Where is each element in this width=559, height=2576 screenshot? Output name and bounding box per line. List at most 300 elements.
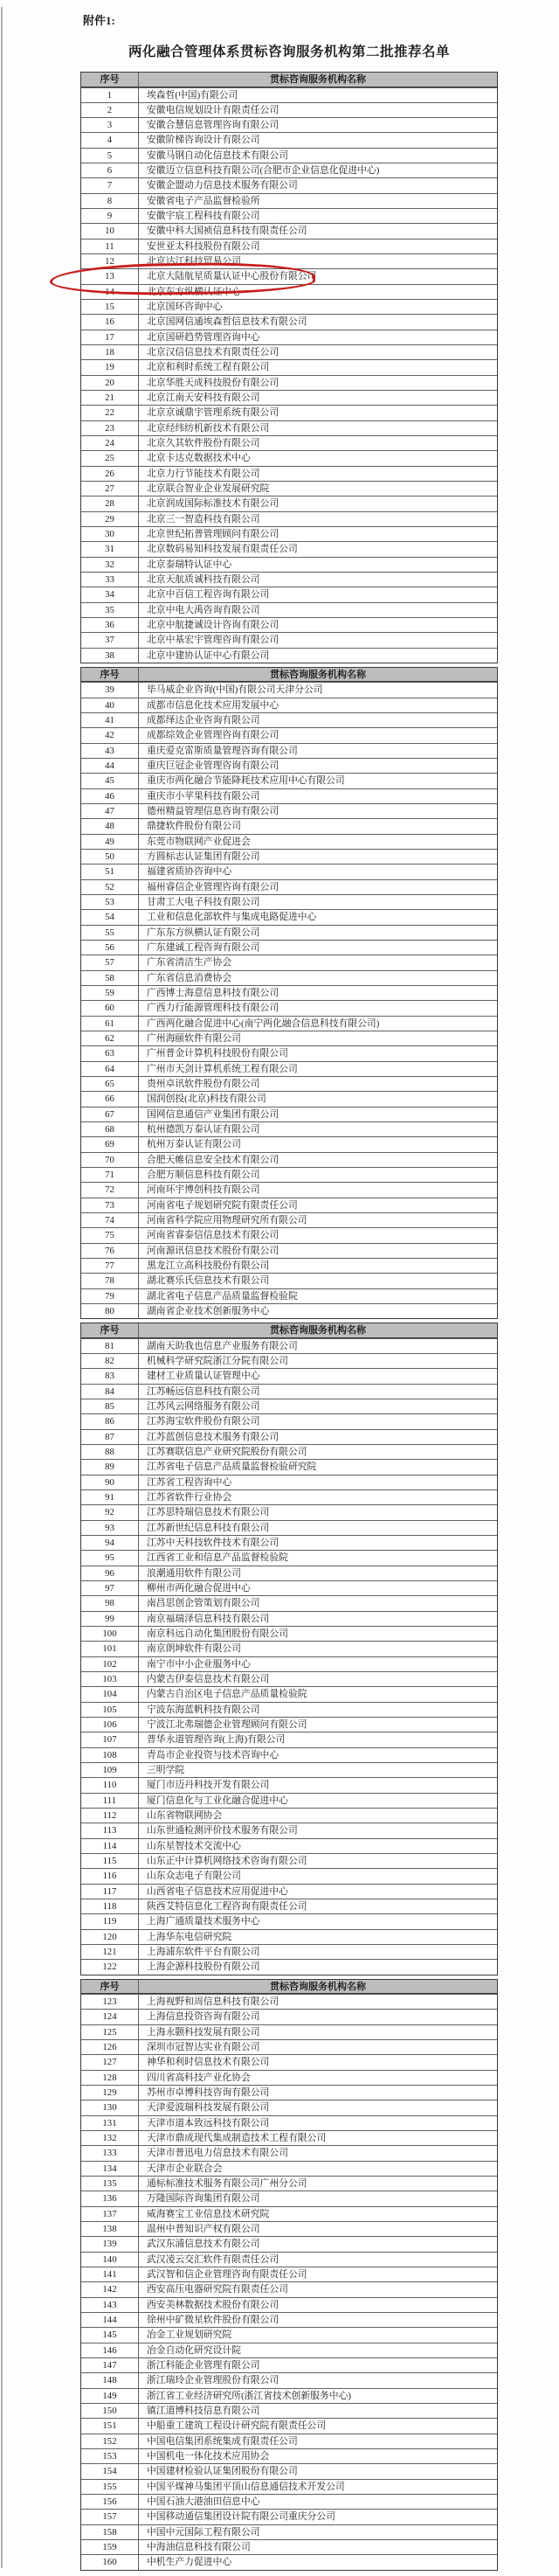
table-row [81,1399,497,1413]
row-serial: 154 [81,2464,139,2478]
table-row [81,1258,497,1273]
row-org-name: 江苏中天科技软件技术有限公司 [147,1538,280,1549]
row-serial: 120 [81,1930,139,1944]
row-serial: 25 [81,451,139,465]
row-org-name: 安徽电信规划设计有限责任公司 [147,104,280,115]
row-serial: 151 [81,2419,139,2433]
row-org-name: 德州精益管理信息咨询有限公司 [147,806,280,817]
row-org-name: 安徽中科大国祯信息科技有限责任公司 [147,226,307,237]
row-org-name: 北京国环咨询中心 [147,302,223,313]
row-serial: 79 [81,1289,139,1303]
table-row [81,420,497,435]
row-serial: 157 [81,2510,139,2524]
table-row [81,2448,497,2463]
table-row [81,526,497,541]
row-org-name: 安世亚太科技股份有限公司 [147,240,260,252]
row-serial: 34 [81,587,139,601]
table-row [81,1550,497,1565]
table-row [81,1686,497,1701]
table-row [81,557,497,572]
table-row [81,955,497,969]
table-row [81,1671,497,1686]
row-org-name: 江苏省电子信息产品质量监督检验研究院 [147,1462,317,1473]
table-row [81,2054,497,2069]
table-row [81,2372,497,2387]
row-serial: 6 [81,163,139,177]
table-row [81,925,497,940]
table-row [81,344,497,359]
table-row [81,1212,497,1227]
table-row [81,1091,497,1106]
row-serial: 123 [81,1995,139,2009]
table-row [81,87,497,102]
table-row [81,1808,497,1823]
row-org-name: 广西博士海意信息科技有限公司 [147,988,280,999]
row-org-name: 北京东方纵横认证中心 [147,286,241,297]
table-row [81,1167,497,1182]
row-org-name: 北京世纪拓普管理顾问有限公司 [147,529,280,540]
row-serial: 150 [81,2404,139,2418]
row-org-name: 北京泰瑞特认证中心 [147,559,232,570]
row-serial: 39 [81,683,139,697]
row-serial: 144 [81,2313,139,2327]
row-org-name: 成都绎达企业咨询有限公司 [147,715,260,726]
table-row [81,375,497,390]
row-org-name: 安徽合慧信息管理咨询有限公司 [147,120,280,131]
row-serial: 58 [81,971,139,985]
table-row [81,177,497,192]
row-serial: 114 [81,1839,139,1853]
row-serial: 22 [81,406,139,420]
table-row [81,1899,497,1913]
row-org-name: 万隆国际咨询集团有限公司 [147,2193,260,2205]
row-org-name: 安徽马钢自动化信息技术有限公司 [147,149,288,161]
row-serial: 78 [81,1274,139,1288]
row-serial: 145 [81,2328,139,2342]
row-org-name: 上海企源科技股份有限公司 [147,1962,260,1973]
table-row [81,1702,497,1717]
row-serial: 125 [81,2025,139,2039]
row-serial: 23 [81,421,139,435]
table-row [81,1611,497,1626]
table-row [81,299,497,314]
row-serial: 92 [81,1505,139,1519]
row-org-name: 北京华胜天成科技股份有限公司 [147,377,280,388]
row-serial: 24 [81,436,139,450]
table-row [81,1198,497,1212]
table-row [81,682,497,697]
row-org-name: 湖南天助我也信息产业服务有限公司 [147,1340,298,1351]
table-row [81,849,497,864]
row-org-name: 宁波东海蓝帆科技有限公司 [147,1704,260,1715]
row-org-name: 机械科学研究院浙江分院有限公司 [147,1356,288,1367]
row-org-name: 冶金自动化研究设计院 [147,2344,241,2356]
row-org-name: 南宁市中小企业服务中心 [147,1658,251,1670]
table-row [81,1152,497,1167]
row-serial: 20 [81,376,139,390]
row-serial: 14 [81,285,139,299]
table-row [81,1475,497,1489]
row-serial: 21 [81,391,139,405]
row-serial: 141 [81,2267,139,2281]
row-serial: 52 [81,880,139,894]
table-row [81,1016,497,1031]
table-row [81,496,497,510]
row-org-name: 广西两化融合促进中心(南宁两化融合信息科技有限公司) [147,1017,380,1029]
row-org-name: 上海浦东软件平台有限公司 [147,1946,260,1957]
table-row [81,223,497,238]
row-serial: 94 [81,1536,139,1550]
row-serial: 50 [81,850,139,864]
row-serial: 117 [81,1885,139,1899]
row-serial: 159 [81,2540,139,2554]
row-org-name: 北京久其软件股份有限公司 [147,438,260,449]
row-serial: 49 [81,835,139,849]
row-serial: 54 [81,910,139,924]
row-org-name: 广州海颐软件有限公司 [147,1033,241,1045]
table-row [81,1535,497,1550]
row-serial: 18 [81,345,139,359]
table-row [81,2494,497,2509]
row-org-name: 北京数码易知科技发展有限责任公司 [147,544,298,555]
column-header-name: 贯标咨询服务机构名称 [270,1981,366,1992]
row-serial: 140 [81,2253,139,2267]
row-org-name: 河南环宇博创科技有限公司 [147,1184,260,1196]
row-serial: 17 [81,330,139,344]
row-serial: 111 [81,1794,139,1808]
table-row [81,1504,497,1519]
row-org-name: 陕西艾特信息化工程咨询有限责任公司 [147,1900,307,1912]
table-row [81,758,497,773]
row-serial: 46 [81,789,139,803]
row-org-name: 河南省电子规划研究院有限责任公司 [147,1199,298,1211]
table-row [81,2343,497,2357]
table-row [81,1045,497,1060]
table-row [81,450,497,465]
row-serial: 153 [81,2449,139,2463]
row-org-name: 贵州卓讯软件股份有限公司 [147,1079,260,1089]
row-org-name: 青岛市企业投资与技术咨询中心 [147,1749,280,1760]
row-serial: 136 [81,2191,139,2205]
row-serial: 74 [81,1213,139,1227]
row-org-name: 中国机电一体化技术应用协会 [147,2450,270,2461]
table-row [81,359,497,374]
table-header-row [81,1980,497,1995]
table-row [81,602,497,617]
table-row [81,1641,497,1656]
table-row [81,481,497,496]
table-row [81,1121,497,1136]
row-org-name: 广州市天剑计算机系统工程有限公司 [147,1063,298,1074]
row-serial: 105 [81,1703,139,1717]
table-row [81,818,497,833]
row-serial: 99 [81,1612,139,1626]
table-row [81,1520,497,1535]
table-row [81,743,497,758]
row-serial: 126 [81,2040,139,2054]
row-org-name: 南京科远自动化集团股份有限公司 [147,1628,288,1639]
row-serial: 131 [81,2116,139,2130]
row-serial: 135 [81,2177,139,2191]
table-row [81,572,497,587]
row-serial: 108 [81,1748,139,1762]
row-org-name: 浙江瑞玲企业管理股份有限公司 [147,2375,280,2386]
table-row [81,1777,497,1792]
row-serial: 53 [81,895,139,909]
row-org-name: 北京经纬纺机新技术有限公司 [147,422,270,434]
row-org-name: 合肥万顺信息科技有限公司 [147,1169,260,1180]
table-row [81,2524,497,2539]
row-serial: 138 [81,2222,139,2236]
table-row [81,2357,497,2372]
row-serial: 147 [81,2358,139,2372]
row-serial: 137 [81,2207,139,2221]
table-row [81,511,497,526]
row-org-name: 中国平煤神马集团平顶山信息通信技术开发公司 [147,2481,345,2492]
row-serial: 103 [81,1672,139,1686]
table-row [81,879,497,894]
row-org-name: 埃森哲(中国)有限公司 [147,89,238,101]
row-org-name: 天津市企业联合会 [147,2163,223,2174]
row-org-name: 山东正中计算机网络技术咨询有限公司 [147,1855,307,1866]
table-row [81,2039,497,2054]
row-serial: 71 [81,1168,139,1182]
page-title: 两化融合管理体系贯标咨询服务机构第二批推荐名单 [128,45,450,59]
table-row [81,1061,497,1076]
row-serial: 80 [81,1304,139,1318]
row-serial: 60 [81,1001,139,1015]
table-row [81,1459,497,1474]
table-row [81,1031,497,1045]
row-serial: 65 [81,1077,139,1091]
row-org-name: 内蒙古自治区电子信息产品质量检验院 [147,1689,307,1700]
row-serial: 109 [81,1763,139,1777]
table-row [81,2236,497,2251]
row-org-name: 北京三一智造科技有限公司 [147,513,260,524]
table-row [81,1626,497,1641]
row-org-name: 北京大陆航星质量认证中心股份有限公司 [147,271,317,282]
row-serial: 119 [81,1914,139,1928]
row-org-name: 鼎捷软件股份有限公司 [147,821,241,832]
row-org-name: 上海永颢科技发展有限公司 [147,2026,260,2038]
row-org-name: 山西省电子信息技术应用促进中心 [147,1885,288,1897]
row-serial: 7 [81,178,139,192]
row-org-name: 广东省清洁生产协会 [147,957,232,969]
row-serial: 128 [81,2071,139,2085]
row-org-name: 广州普金计算机科技股份有限公司 [147,1048,288,1059]
row-org-name: 安徽企盟动力信息技术服务有限公司 [147,180,298,191]
row-serial: 15 [81,300,139,314]
table-row [81,1868,497,1883]
table-row [81,163,497,177]
row-serial: 36 [81,618,139,632]
table-row [81,587,497,601]
table-row [81,2403,497,2418]
table-row [81,1107,497,1121]
table-row [81,2463,497,2478]
row-org-name: 山东众志电子有限公司 [147,1871,241,1882]
table-row [81,2221,497,2236]
table-section [80,667,498,1319]
table-row [81,1793,497,1808]
row-org-name: 上海华东电信研究院 [147,1931,232,1942]
column-header-serial: 序号 [81,1980,139,1994]
row-serial: 96 [81,1566,139,1580]
row-serial: 10 [81,224,139,238]
row-org-name: 内蒙古伊泰信息技术有限公司 [147,1673,270,1684]
table-row [81,239,497,253]
row-serial: 149 [81,2389,139,2403]
row-serial: 91 [81,1490,139,1504]
row-serial: 29 [81,512,139,526]
row-serial: 12 [81,254,139,268]
row-serial: 77 [81,1259,139,1273]
row-serial: 70 [81,1153,139,1167]
table-row [81,2024,497,2039]
row-serial: 59 [81,986,139,1000]
table-row [81,2130,497,2145]
table-row [81,2479,497,2494]
table-row [81,1732,497,1746]
row-serial: 31 [81,542,139,556]
row-org-name: 北京京诚鼎宇管理系统有限公司 [147,407,280,419]
row-org-name: 广东省信息消费协会 [147,972,232,983]
row-org-name: 柳州市两化融合促进中心 [147,1583,251,1594]
table-row [81,1959,497,1974]
table-row [81,648,497,663]
row-org-name: 毕马威企业咨询(中国)有限公司天津分公司 [147,684,323,696]
table-row [81,117,497,132]
row-org-name: 江苏赛联信息产业研究院股份有限公司 [147,1447,307,1458]
row-org-name: 成都综效企业管理咨询有限公司 [147,730,280,741]
table-row [81,1413,497,1428]
row-org-name: 天津市道本致远科技有限公司 [147,2117,270,2128]
row-serial: 146 [81,2343,139,2357]
row-serial: 1 [81,88,139,102]
row-org-name: 重庆爱克雷斯质量管理咨询有限公司 [147,745,298,756]
table-row [81,940,497,955]
row-serial: 19 [81,360,139,374]
row-serial: 104 [81,1687,139,1701]
row-serial: 121 [81,1945,139,1959]
row-org-name: 四川省高科技产业化协会 [147,2072,251,2083]
row-org-name: 建材工业质量认证管理中心 [147,1371,260,1382]
row-org-name: 山东世通检测评价技术服务有限公司 [147,1825,298,1837]
table-row [81,2554,497,2569]
row-serial: 113 [81,1823,139,1837]
table-row [81,2145,497,2160]
row-org-name: 上海广通质量技术服务中心 [147,1916,260,1927]
row-serial: 76 [81,1244,139,1258]
row-org-name: 河南省科学院应用物理研究所有限公司 [147,1214,307,1226]
table-row [81,314,497,329]
table-header-row [81,1323,497,1338]
row-org-name: 河南源讯信息技术股份有限公司 [147,1245,280,1256]
row-org-name: 重庆巨冠企业管理咨询有限公司 [147,760,280,772]
attachment-label: 附件1: [83,14,115,27]
row-serial: 27 [81,482,139,496]
table-row [81,894,497,909]
table-row [81,1580,497,1595]
row-org-name: 中海油信息科技有限公司 [147,2541,251,2552]
row-org-name: 北京中电大禹咨询有限公司 [147,604,260,615]
column-header-name: 贯标咨询服务机构名称 [270,669,366,680]
row-org-name: 普华永道管理咨询(上海)有限公司 [147,1734,286,1746]
table-row [81,193,497,208]
row-org-name: 江苏省软件行业协会 [147,1492,232,1503]
row-org-name: 重庆市小苹果科技有限公司 [147,790,260,802]
row-serial: 139 [81,2237,139,2251]
recommendation-table [80,72,498,2571]
row-org-name: 南京福瑞泽信息科技有限公司 [147,1613,270,1624]
table-row [81,2434,497,2448]
row-org-name: 上海视野和周信息科技有限公司 [147,1996,280,2008]
row-serial: 106 [81,1718,139,1732]
table-row [81,788,497,803]
row-org-name: 深圳市冠智达实业有限公司 [147,2042,260,2053]
row-org-name: 北京中建协认证中心有限公司 [147,649,270,661]
row-org-name: 苏州市卓博科技咨询有限公司 [147,2087,270,2098]
row-org-name: 广东东方纵横认证有限公司 [147,927,260,938]
row-serial: 83 [81,1369,139,1383]
row-serial: 64 [81,1062,139,1076]
table-row [81,1853,497,1868]
table-row [81,284,497,299]
row-serial: 44 [81,759,139,773]
table-row [81,2297,497,2312]
table-header-row [81,73,497,87]
table-row [81,1000,497,1015]
row-org-name: 浙江科能企业管理有限公司 [147,2359,260,2371]
table-section [80,1979,498,2571]
row-serial: 115 [81,1854,139,1868]
table-row [81,2176,497,2191]
table-row [81,1717,497,1732]
table-row [81,632,497,647]
table-row [81,773,497,788]
row-serial: 2 [81,103,139,117]
table-row [81,2191,497,2205]
row-serial: 124 [81,2010,139,2024]
row-org-name: 北京卡达克数据技术中心 [147,453,251,464]
table-section [80,1323,498,1975]
row-serial: 90 [81,1475,139,1489]
row-org-name: 北京润成国际标准技术有限公司 [147,498,280,510]
row-serial: 158 [81,2525,139,2539]
table-row [81,2161,497,2176]
row-org-name: 合肥天帷信息安全技术有限公司 [147,1154,280,1165]
row-org-name: 山东星智技术交流中心 [147,1840,241,1851]
row-serial: 47 [81,804,139,818]
row-org-name: 杭州德凯万泰认证有限公司 [147,1123,260,1135]
row-serial: 143 [81,2298,139,2312]
row-org-name: 北京天航质诚科技有限公司 [147,574,260,585]
table-row [81,1353,497,1368]
row-serial: 56 [81,941,139,955]
row-serial: 45 [81,774,139,788]
table-row [81,2267,497,2281]
row-org-name: 北京中百信工程咨询有限公司 [147,589,270,601]
row-org-name: 福建省质协咨询中心 [147,866,232,878]
row-org-name: 中机生产力促进中心 [147,2557,232,2568]
row-org-name: 南昌思创企管策划有限公司 [147,1598,260,1609]
row-org-name: 温州中普知识产权有限公司 [147,2223,260,2234]
table-row [81,698,497,712]
row-org-name: 广西力行能源管理科技有限公司 [147,1003,280,1014]
table-row [81,1913,497,1928]
row-serial: 68 [81,1122,139,1136]
row-serial: 11 [81,240,139,253]
